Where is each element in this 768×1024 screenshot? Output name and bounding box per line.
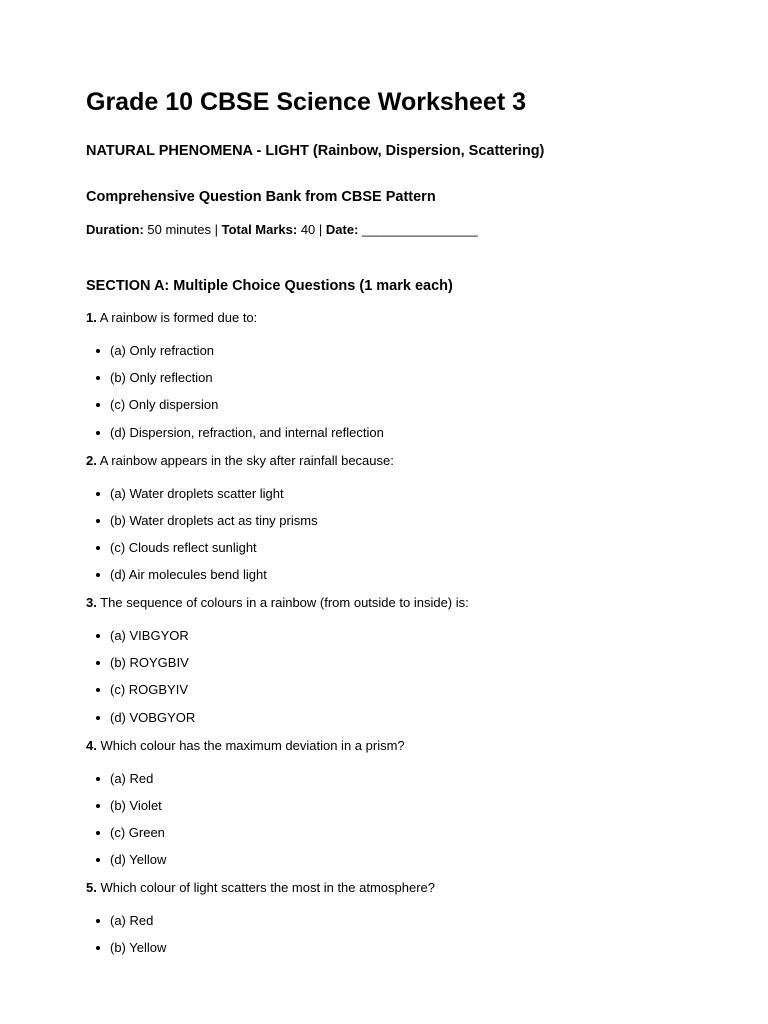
date-label: Date: bbox=[325, 222, 359, 237]
question-item bbox=[86, 595, 726, 738]
option-item: (b) Water droplets act as tiny prisms bbox=[86, 513, 318, 540]
question-stem: Which colour has the maximum deviation in a prism? bbox=[96, 737, 405, 753]
option-item: (a) Red bbox=[86, 913, 166, 940]
option-item: (a) Only refraction bbox=[86, 343, 384, 370]
total-marks-value: 40 | bbox=[297, 222, 326, 237]
page-title: Grade 10 CBSE Science Worksheet 3 bbox=[86, 88, 527, 116]
question-list bbox=[86, 310, 726, 1023]
option-list bbox=[86, 771, 166, 880]
option-item: (a) VIBGYOR bbox=[86, 628, 195, 655]
question-number: 1. bbox=[86, 310, 97, 325]
section-a-title: SECTION A: Multiple Choice Questions (1 mark each) bbox=[86, 278, 453, 294]
option-item: (b) Only reflection bbox=[86, 370, 384, 397]
topic-subtitle: NATURAL PHENOMENA - LIGHT (Rainbow, Dispersion, Scattering) bbox=[86, 143, 545, 159]
question-item bbox=[86, 738, 726, 881]
option-item: (a) Water droplets scatter light bbox=[86, 486, 318, 513]
question-text bbox=[86, 880, 435, 896]
option-item: (c) Only dispersion bbox=[86, 397, 384, 424]
question-number: 2. bbox=[86, 452, 97, 468]
option-item: (c) ROGBYIV bbox=[86, 682, 195, 709]
option-item: (d) Dispersion, refraction, and internal reflection bbox=[86, 425, 384, 452]
question-item bbox=[86, 880, 726, 1023]
option-item: (d) Air molecules bend light bbox=[86, 567, 318, 594]
option-list bbox=[86, 486, 318, 595]
date-value: ________________ bbox=[358, 222, 478, 237]
duration-value: 50 minutes | bbox=[143, 222, 222, 237]
question-stem: Which colour of light scatters the most in the atmosphere? bbox=[96, 880, 436, 895]
question-item bbox=[86, 310, 726, 453]
option-item: (a) Red bbox=[86, 771, 166, 798]
question-number: 5. bbox=[86, 880, 97, 895]
question-text bbox=[86, 595, 469, 611]
worksheet-meta bbox=[86, 222, 478, 237]
option-item: (c) Clouds reflect sunlight bbox=[86, 540, 318, 567]
option-item: (d) Yellow bbox=[86, 852, 166, 879]
question-bank-heading: Comprehensive Question Bank from CBSE Pattern bbox=[86, 189, 436, 205]
option-item: (b) Violet bbox=[86, 798, 166, 825]
option-list bbox=[86, 913, 166, 967]
option-list bbox=[86, 343, 384, 452]
question-item bbox=[86, 453, 726, 596]
question-text bbox=[86, 453, 394, 469]
question-text bbox=[86, 738, 405, 754]
question-number: 4. bbox=[86, 737, 97, 753]
total-marks-label: Total Marks: bbox=[221, 222, 298, 237]
option-item: (b) Yellow bbox=[86, 940, 166, 967]
option-item: (c) Green bbox=[86, 825, 166, 852]
question-stem: The sequence of colours in a rainbow (from outside to inside) is: bbox=[96, 595, 469, 610]
option-item: (b) ROYGBIV bbox=[86, 655, 195, 682]
question-stem: A rainbow is formed due to: bbox=[96, 310, 258, 325]
question-number: 3. bbox=[86, 595, 97, 610]
question-text bbox=[86, 310, 257, 326]
question-stem: A rainbow appears in the sky after rainfall because: bbox=[96, 452, 394, 468]
duration-label: Duration: bbox=[86, 222, 144, 237]
option-list bbox=[86, 628, 195, 737]
option-item: (d) VOBGYOR bbox=[86, 710, 195, 737]
